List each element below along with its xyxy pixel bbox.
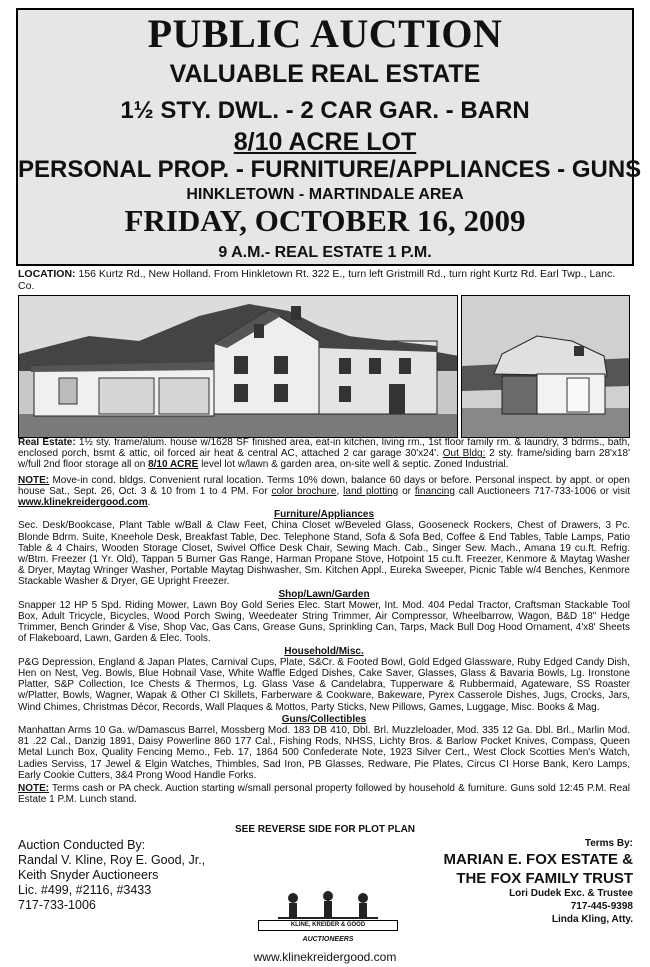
- financing-link[interactable]: financing: [414, 485, 455, 497]
- note-sep-1: ,: [336, 485, 344, 497]
- terms-note-label: NOTE:: [18, 783, 50, 795]
- auction-date: FRIDAY, OCTOBER 16, 2009: [124, 203, 526, 238]
- attorney: Linda Kling, Atty.: [551, 914, 633, 925]
- website-link[interactable]: www.klinekreidergood.com: [18, 497, 148, 509]
- auctioneer-block: [18, 838, 248, 913]
- note-label: NOTE:: [18, 474, 50, 486]
- headline-lot: 8/10 ACRE LOT: [233, 128, 417, 156]
- section-text-furniture: Sec. Desk/Bookcase, Plant Table w/Ball & Claw Feet, China Closet w/Beveled Glass, Gooseneck Rockers, Chest of Drawers, 3 Pc. Blonde Bdrm. Suite, Kneehole Desk, Breakfast Table, Dec. Telephone Stand, Sofa & Sofa Bed, Coffee & End Tables, Table Lamps, Patio Table & 4 Chairs, Wooden Storage Closet, Swivel Office Desk Chair, Sewing Mach. Cab., Singer Sew. Mach., Amana 19 cu.ft. Refrig. w/Btm. Freezer (1 Yr. Old), Tappan 5 Burner Gas Range, Harman Propane Stove, Hotpoint 15 cu.ft. Freezer, Kenmore & Maytag Washer & Dryer, Maytag Wringer Washer, Portable Maytag Dishwasher, Sm. Kitchen Appl., Eureka Sweeper, Picnic Table w/4 Benches, Kenmore Stackable Washer & Dryer, GE Upright Freezer.: [18, 520, 630, 588]
- section-text-guns: Manhattan Arms 10 Ga. w/Damascus Barrel, Mossberg Mod. 183 DB 410, Dbl. Brl. Muzzleloader, Mod. 335 12 Ga. Dbl. Brl., Marlin Mod. 81 .22 Cal., Danzig 1891, Daisy Powerline 860 177 Cal., Fishing Rods, NHSS, Lichty Bros. & Barlow Pocket Knives, Compass, Queen Metal Lunch Box, Quality Fencing Memo., Feb. 17, 1864 500 Confederate Note, 1923 Silver Cert., West Clock Scotties Men's Watch, Ladies Serviss, 17 Jewel & Elgin Watches, Thimbles, Sad Iron, PB Glasses, Redware, Pie Plates, Circus CI Horse Bank, Kero Lamps, Early Cookie Cutters, 3&4 Prong Wood Handle Forks.: [18, 725, 630, 781]
- acre-emphasis: 8/10 ACRE: [148, 459, 199, 471]
- executor-phone: 717-445-9398: [570, 901, 633, 912]
- estate-name: MARIAN E. FOX ESTATE &: [443, 851, 633, 868]
- terms-note-paragraph: [18, 783, 630, 805]
- section-heading-furniture: Furniture/Appliances: [273, 509, 374, 521]
- gavel-figures-icon: [258, 888, 398, 922]
- auctioneer-logo: [258, 888, 398, 948]
- headline-real-estate: VALUABLE REAL ESTATE: [169, 60, 481, 88]
- section-text-household: P&G Depression, England & Japan Plates, Carnival Cups, Plate, S&Cr. & Footed Bowl, Gold Edged Glassware, Ruby Edged Candy Dish, Hen on Nest, Veg. Bowls, Blue Hobnail Vase, White Waffle Edged Dishes, Cake Saver, Glasses, Glass & Bavaria Bowls, Lg. Ironstone Platter, S&P Collection, Ice Chests & Thermos, Lg. Glass Vase & Candelabra, Tupperware & Rubbermaid, Agateware, SS Roaster w/Platter, Bowls, Wagner, Wapak & Other CI Skillets, Farberware & Cookware, Bakeware, Pyrex Casserole Dishes, Jugs, Crocks, Jars, Wind Chimes, Christmas Décor, Records, Wall Plaques & Mottos, Party Sticks, New Pillows, Games, Luggage, Misc. Books & Mag.: [18, 656, 630, 713]
- logo-tagline: AUCTIONEERS: [302, 936, 354, 943]
- out-bldg-label: Out Bldg:: [442, 448, 486, 460]
- license-numbers: Lic. #499, #2116, #3433: [18, 883, 152, 897]
- footer-website-link[interactable]: www.klinekreidergood.com: [253, 950, 397, 964]
- section-heading-shop: Shop/Lawn/Garden: [278, 588, 370, 600]
- note-sep-2: or: [398, 485, 415, 497]
- barn-image: [462, 296, 630, 438]
- listing-body: [18, 437, 630, 806]
- header-banner: [16, 8, 642, 266]
- note-end: .: [147, 497, 151, 509]
- auctioneer-company: Keith Snyder Auctioneers: [18, 868, 159, 882]
- auctioneer-phone: 717-733-1006: [18, 898, 96, 912]
- section-heading-household: Household/Misc.: [284, 645, 364, 657]
- section-text-shop: Snapper 12 HP 5 Spd. Riding Mower, Lawn Boy Gold Series Elec. Start Mower, Int. Mod. 404 Pedal Tractor, Craftsman Stackable Tool Box, Adult Tricycle, Bicycles, Wood Porch Swing, Weedeater String Trimmer, Air Compressor, Wheelbarrow, Wagon, B&D 18" Hedge Trimmer, Bench Grinder & Vise, Shop Vac, Gas Cans, Grease Guns, Sprinkling Can, Tarps, Mack Bull Dog Hood Ornament, 4'x8' Sheets of Flakeboard, Lawn, Garden & Elec. Tools.: [18, 599, 630, 645]
- color-brochure-link[interactable]: color brochure: [271, 485, 337, 497]
- real-estate-paragraph: [18, 437, 630, 471]
- note-paragraph: [18, 475, 630, 509]
- terms-label: Terms By:: [584, 838, 633, 849]
- headline-personal-property: PERSONAL PROP. - FURNITURE/APPLIANCES - GUNS: [18, 156, 642, 183]
- flyer-title: PUBLIC AUCTION: [147, 11, 503, 56]
- location-paragraph: [18, 268, 633, 292]
- headline-property: 1½ STY. DWL. - 2 CAR GAR. - BARN: [120, 97, 530, 124]
- executor: Lori Dudek Exc. & Trustee: [509, 888, 633, 899]
- real-estate-label: Real Estate:: [18, 437, 76, 448]
- house-image: [19, 296, 458, 438]
- real-estate-text-b: 2 sty. frame/siding barn 28'x18' w/full 2nd floor storage all on: [18, 448, 630, 471]
- location-text: 156 Kurtz Rd., New Holland. From Hinkletown Rt. 322 E., turn left Gristmill Rd., turn right Kurtz Rd. Earl Twp., Lanc. Co.: [18, 268, 616, 292]
- note-text-b: call Auctioneers 717-733-1006 or visit: [454, 485, 631, 497]
- house-photo: [18, 295, 458, 438]
- real-estate-text-a: 1½ sty. frame/alum. house w/1628 SF finished area, eat-in kitchen, living rm., 1st floor family rm. & laundry, 3 bdrms., bath, enclosed porch, bsmt & attic, oil forced air heat & central AC, attached 2 car garage 30'x24'.: [18, 437, 631, 460]
- barn-photo: [461, 295, 630, 438]
- trust-name: THE FOX FAMILY TRUST: [456, 870, 633, 887]
- logo-banner: KLINE, KREIDER & GOOD: [258, 920, 398, 931]
- auction-time: 9 A.M.- REAL ESTATE 1 P.M.: [218, 244, 432, 261]
- auctioneer-names: Randal V. Kline, Roy E. Good, Jr.,: [18, 853, 206, 867]
- section-heading-guns: Guns/Collectibles: [281, 713, 367, 725]
- land-plotting-link[interactable]: land plotting: [343, 485, 399, 497]
- location-label: LOCATION:: [18, 268, 76, 280]
- headline-area: HINKLETOWN - MARTINDALE AREA: [186, 186, 464, 203]
- see-reverse-notice: SEE REVERSE SIDE FOR PLOT PLAN: [234, 824, 416, 835]
- terms-block: [395, 838, 633, 926]
- terms-note-text: Terms cash or PA check. Auction starting w/small personal property followed by household & furniture. Guns sold 12:45 P.M. Real Estate 1 P.M. Lunch stand.: [18, 783, 630, 806]
- conducted-title: Auction Conducted By:: [18, 838, 146, 852]
- note-text-a: Move-in cond. bldgs. Convenient rural location. Terms 10% down, balance 60 days or before. Personal inspect. by appt. or open house Sat., Sept. 26, Oct. 3 & 10 from 1 to 4 PM. For: [18, 474, 630, 497]
- real-estate-text-c: level lot w/lawn & garden area, on-site well & septic. Zoned Industrial.: [198, 459, 509, 471]
